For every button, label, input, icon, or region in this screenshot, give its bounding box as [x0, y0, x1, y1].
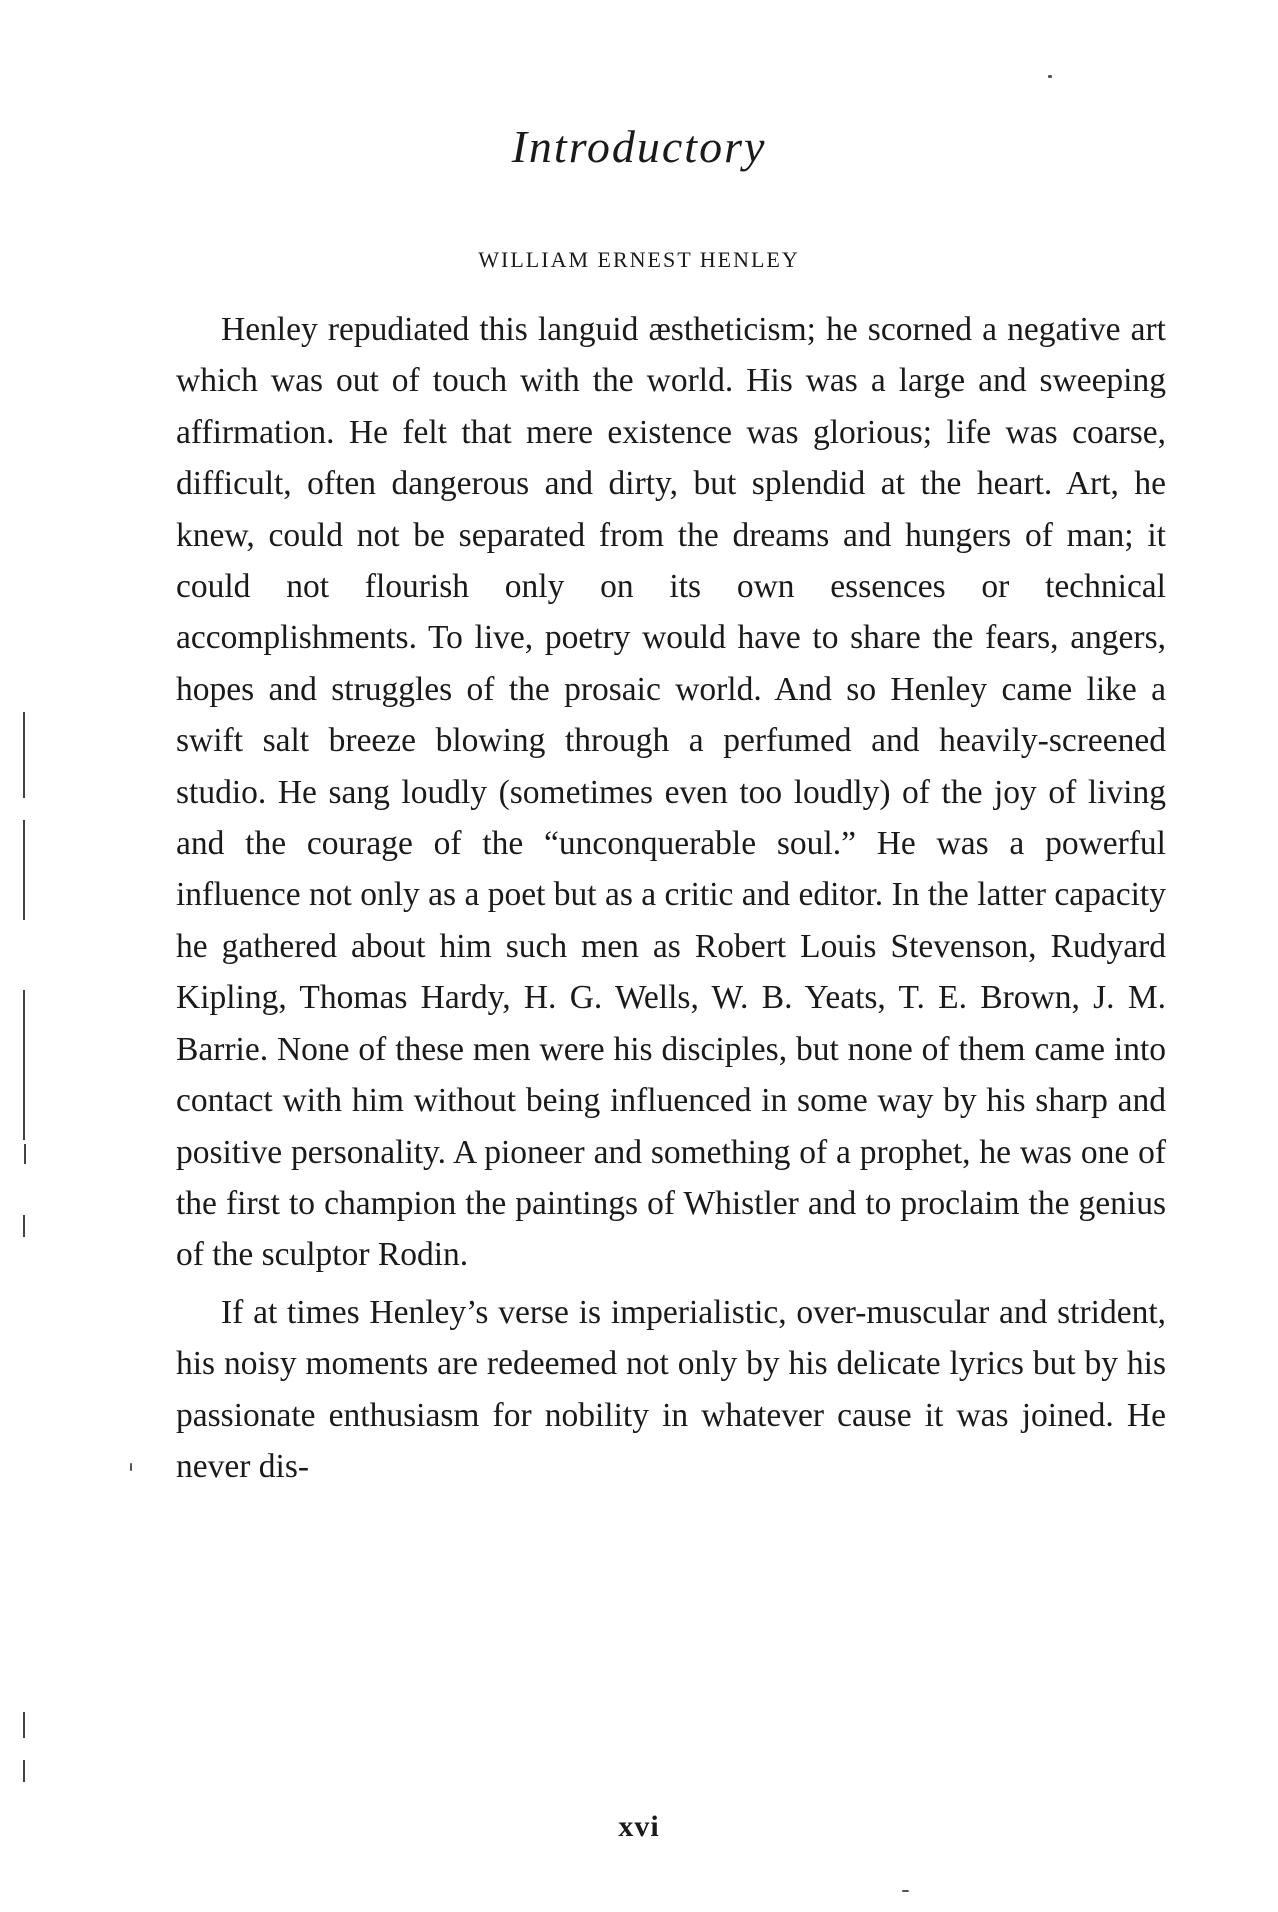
body-text [176, 304, 1166, 1492]
scan-speck [902, 1890, 909, 1892]
page-number: xvi [618, 1810, 660, 1843]
scan-mark [23, 712, 25, 798]
paragraph-2: If at times Henley’s verse is imperialistic, over-muscular and strident, his noisy moments are redeemed not only by his delicate lyrics but by his passionate enthusiasm for nobility in whatever cause it was joined. He never dis- [176, 1293, 1166, 1485]
scan-speck [130, 1463, 132, 1471]
scan-mark [23, 1215, 25, 1237]
scan-mark [23, 1712, 25, 1738]
scan-mark [24, 1144, 26, 1164]
scan-mark [23, 820, 25, 920]
running-head: Introductory [511, 121, 767, 172]
scan-mark [23, 990, 25, 1140]
scan-mark [23, 1760, 25, 1782]
paragraph-1: Henley repudiated this languid æstheticism; he scorned a negative art which was out of touch with the world. His was a large and sweeping affirmation. He felt that mere existence was glorious; life was coarse, difficult, often dangerous and dirty, but splendid at the heart. Art, he knew, could not be separated from the dreams and hungers of man; it could not flourish only on its own essences or technical accomplishments. To live, poetry would have to share the fears, angers, hopes and struggles of the prosaic world. And so Henley came like a swift salt breeze blowing through a perfumed and heavily-screened studio. He sang loudly (sometimes even too loudly) of the joy of living and the courage of the “unconquerable soul.” He was a powerful influence not only as a poet but as a critic and editor. In the latter capacity he gathered about him such men as Robert Louis Stevenson, Rudyard Kipling, Thomas Hardy, H. G. Wells, W. B. Yeats, T. E. Brown, J. M. Barrie. None of these men were his disciples, but none of them came into contact with him without being influenced in some way by his sharp and positive personality. A pioneer and something of a prophet, he was one of the first to champion the paintings of Whistler and to proclaim the genius of the sculptor Rodin. [176, 311, 1166, 1274]
scan-speck [1048, 75, 1052, 78]
section-heading: WILLIAM ERNEST HENLEY [478, 247, 800, 272]
